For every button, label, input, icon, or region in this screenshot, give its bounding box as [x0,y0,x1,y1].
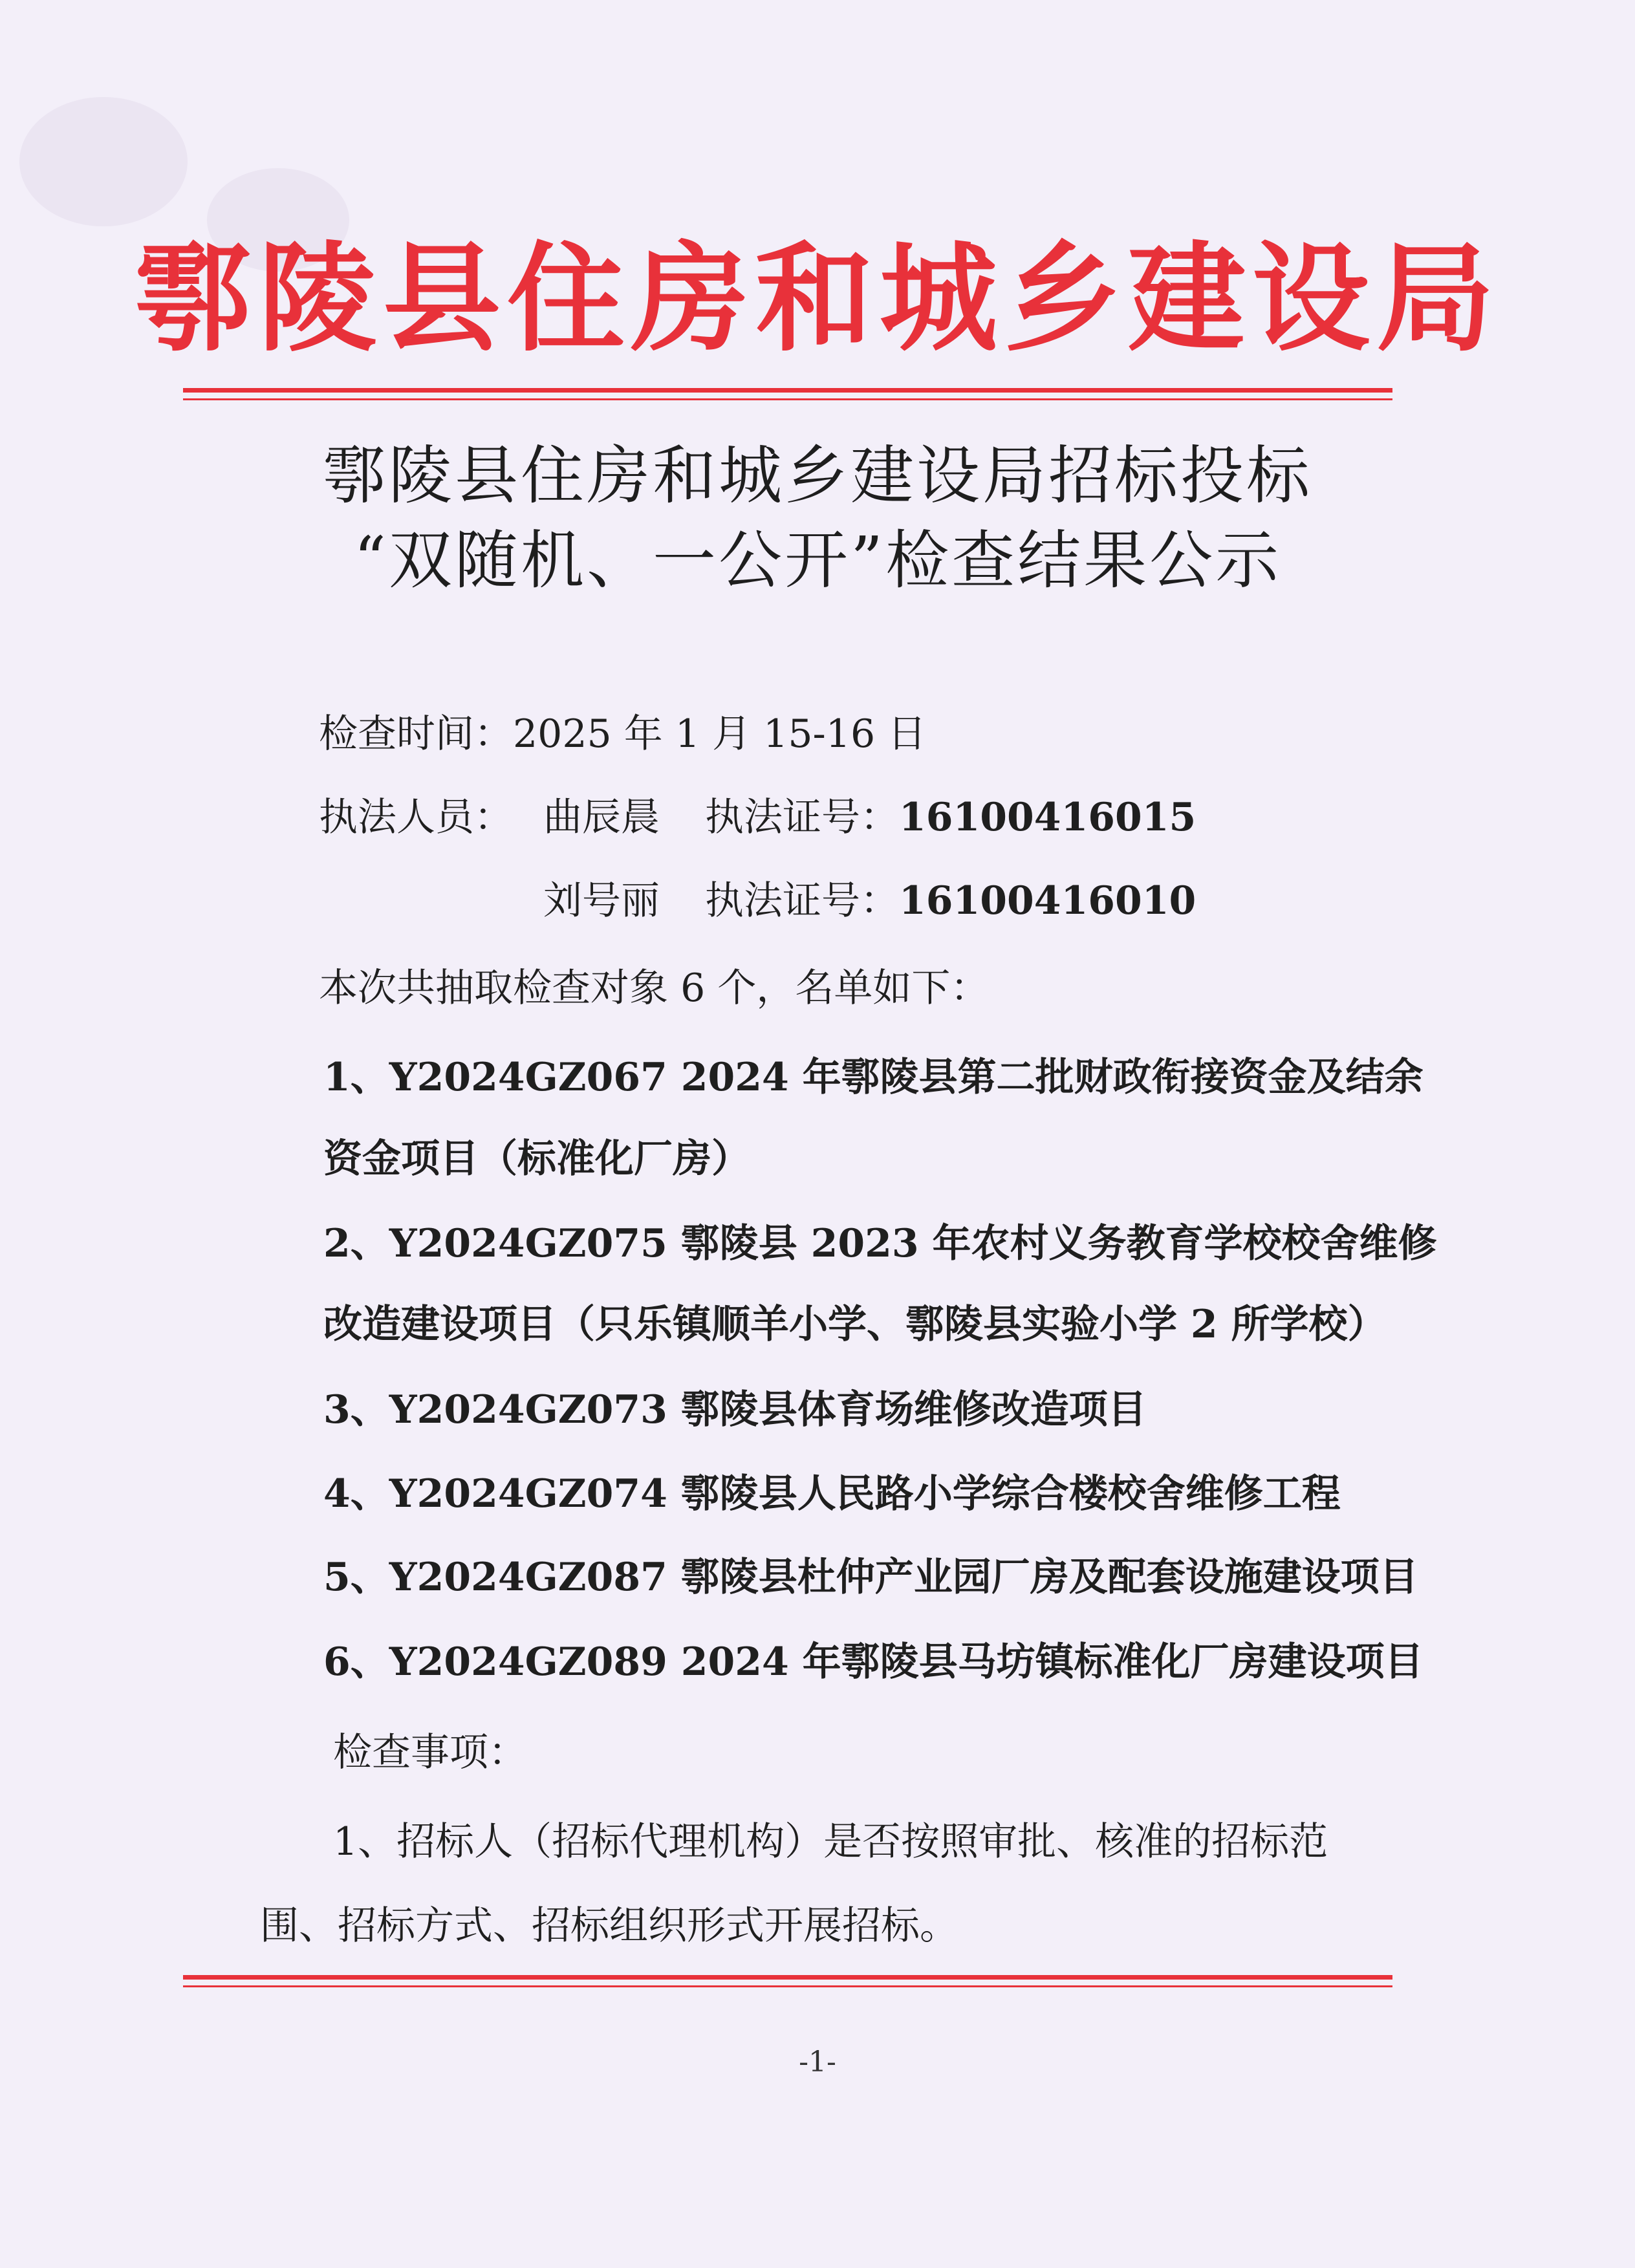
staff-name-2: 刘号丽 [543,878,660,923]
inspection-time [319,711,927,757]
scan-smudge [19,97,188,226]
header-double-rule [183,388,1392,400]
staff-cert-2 [705,878,1196,923]
check-items-heading: 检查事项： [333,1730,527,1775]
inspection-time-label: 检查时间： [319,711,513,757]
staff-cert-1 [705,795,1196,840]
enforcement-staff-label: 执法人员： [319,795,513,840]
cert-number: 16100416010 [899,878,1196,923]
document-title-line-2: “双随机、一公开”检查结果公示 [353,524,1282,598]
inspection-summary: 本次共抽取检查对象 6 个，名单如下： [319,966,990,1011]
footer-double-rule [183,1975,1392,1987]
project-item-3: 3、Y2024GZ073 鄠陵县体育场维修改造项目 [323,1387,1147,1432]
cert-label: 执法证号： [705,795,899,840]
project-item-5: 5、Y2024GZ087 鄠陵县杜仲产业园厂房及配套设施建设项目 [323,1555,1418,1600]
project-item-1-line-1: 1、Y2024GZ067 2024 年鄠陵县第二批财政衔接资金及结余 [323,1055,1424,1100]
issuing-authority-header: 鄠陵县住房和城乡建设局 [135,229,1500,367]
staff-name-1: 曲辰晨 [543,795,660,840]
project-item-6: 6、Y2024GZ089 2024 年鄠陵县马坊镇标准化厂房建设项目 [323,1639,1424,1685]
inspection-time-value: 2025 年 1 月 15-16 日 [513,711,927,757]
project-item-1-line-2: 资金项目（标准化厂房） [323,1136,750,1182]
cert-number: 16100416015 [899,795,1196,840]
check-item-1-line-1: 1、招标人（招标代理机构）是否按照审批、核准的招标范 [333,1819,1328,1864]
project-item-2-line-2: 改造建设项目（只乐镇顺羊小学、鄠陵县实验小学 2 所学校） [323,1302,1387,1347]
cert-label: 执法证号： [705,878,899,923]
document-title-line-1: 鄠陵县住房和城乡建设局招标投标 [322,439,1312,513]
project-item-2-line-1: 2、Y2024GZ075 鄠陵县 2023 年农村义务教育学校校舍维修 [323,1221,1437,1266]
page-number: -1- [799,2046,836,2079]
project-item-4: 4、Y2024GZ074 鄠陵县人民路小学综合楼校舍维修工程 [323,1471,1341,1517]
check-item-1-line-2: 围、招标方式、招标组织形式开展招标。 [260,1903,958,1949]
